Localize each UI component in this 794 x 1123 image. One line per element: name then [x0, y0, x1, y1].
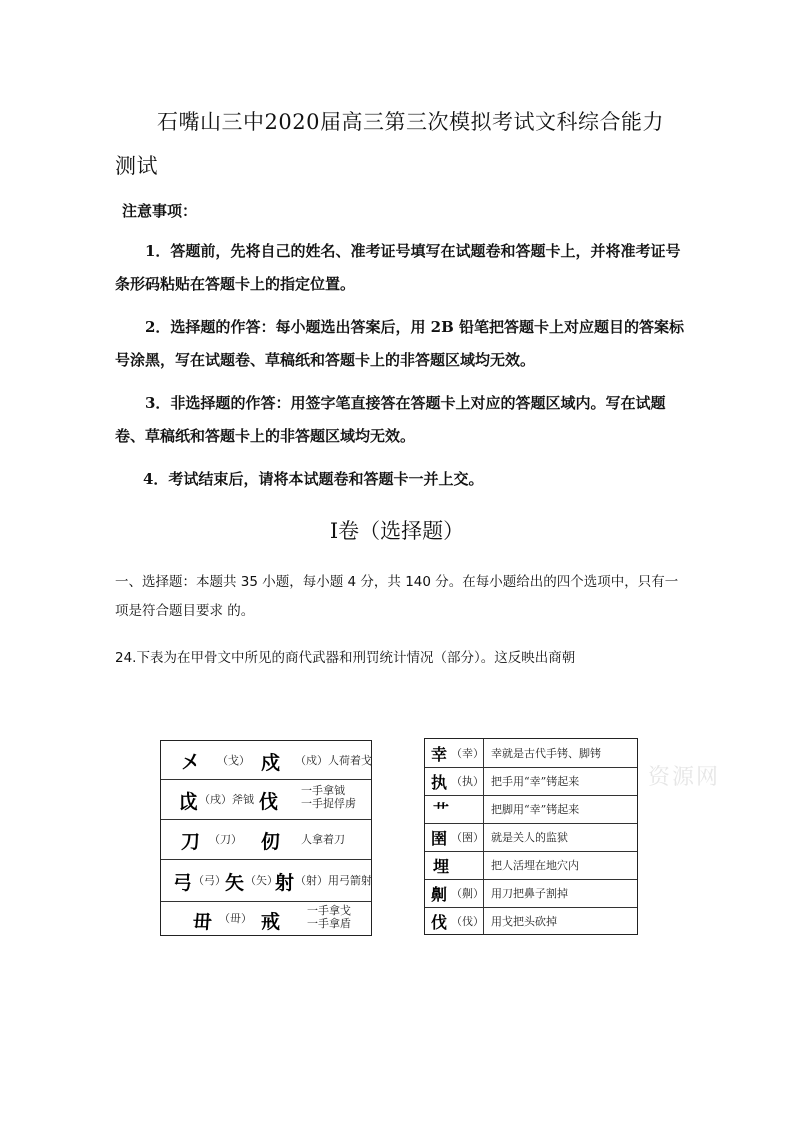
weapons-note: 一手拿戈	[307, 904, 351, 917]
oracle-glyph: 圉	[431, 829, 448, 848]
weapons-row	[161, 819, 371, 860]
weapons-label: 人拿着刀	[301, 833, 345, 846]
page-title: 石嘴山三中2020届高三第三次模拟考试文科综合能力测试	[115, 110, 664, 178]
punishment-desc: 就是关人的监狱	[491, 831, 568, 844]
weapons-label: （戌）斧钺	[199, 793, 254, 806]
punishment-row	[425, 879, 637, 908]
punishment-desc: 用戈把头砍掉	[491, 915, 557, 928]
punishment-table	[424, 738, 638, 935]
weapons-row	[161, 779, 371, 820]
weapons-label: （射）用弓箭射	[295, 874, 372, 887]
notice-item-1: 1．答题前，先将自己的姓名、准考证号填写在试题卷和答题卡上，并将准考证号条形码粘贴在答题卡上的指定位置。	[115, 242, 681, 293]
punishment-name: （圉）	[451, 831, 484, 844]
oracle-glyph-jie: 戒	[261, 911, 281, 933]
punishment-row	[425, 907, 637, 934]
oracle-glyph-shi: 矢	[225, 872, 245, 894]
weapons-note: 一手拿钺	[301, 784, 345, 797]
oracle-glyph: 执	[431, 773, 448, 792]
punishment-row	[425, 739, 637, 768]
punishment-row	[425, 823, 637, 852]
oracle-glyph-yue: 戉	[179, 791, 199, 813]
weapons-label: （矢）	[245, 874, 278, 887]
oracle-glyph: 埋	[433, 857, 450, 876]
weapons-label: （刀）	[209, 833, 242, 846]
oracle-glyph-dao: 刀	[181, 831, 201, 853]
weapons-note: 一手拿盾	[307, 917, 351, 930]
section-title: Ⅰ卷（选择题）	[329, 519, 465, 543]
question-24-stem: 24.下表为在甲骨文中所见的商代武器和刑罚统计情况（部分）。这反映出商朝	[115, 650, 576, 666]
watermark-text: 资源网	[648, 765, 721, 790]
oracle-glyph-she: 射	[275, 872, 295, 894]
weapons-label: （毌）	[219, 912, 252, 925]
punishment-desc: 把脚用“幸”铐起来	[491, 803, 580, 816]
punishment-name: （伐）	[451, 915, 484, 928]
notice-item-2: 2．选择题的作答：每小题选出答案后，用 2B 铅笔把答题卡上对应题目的答案标号涂黑，写在试题卷、草稿纸和答题卡上的非答题区域均无效。	[115, 318, 685, 369]
weapons-row	[161, 901, 371, 935]
weapons-label: （戍）人荷着戈	[295, 754, 372, 767]
notice-heading: 注意事项：	[122, 202, 198, 220]
oracle-glyph-fa: 伐	[259, 791, 279, 813]
punishment-desc: 把手用“幸”铐起来	[491, 775, 580, 788]
section-intro: 一、选择题：本题共 35 小题，每小题 4 分，共 140 分。在每小题给出的四个选项中，只有一项是符合题目要求 的。	[115, 574, 679, 619]
oracle-glyph-gong: 弓	[173, 872, 193, 894]
weapons-note: 一手捉俘虏	[301, 797, 356, 810]
punishment-row	[425, 767, 637, 796]
punishment-desc: 用刀把鼻子割掉	[491, 887, 568, 900]
punishment-row	[425, 851, 637, 880]
weapons-label: （弓）	[193, 874, 226, 887]
oracle-glyph: 伐	[431, 913, 448, 932]
oracle-glyph: 幸	[431, 745, 448, 764]
oracle-glyph-ren: 仞	[261, 831, 281, 853]
punishment-name: （劓）	[451, 887, 484, 900]
oracle-glyph-ge: 㐅	[181, 752, 201, 774]
punishment-desc: 把人活埋在地穴内	[491, 859, 579, 872]
weapons-label: （戈）	[217, 754, 250, 767]
oracle-glyph: 劓	[431, 885, 448, 904]
punishment-row	[425, 795, 637, 824]
punishment-desc: 幸就是古代手铐、脚铐	[491, 747, 601, 760]
weapons-table	[160, 740, 372, 936]
notice-item-4: 4．考试结束后，请将本试题卷和答题卡一并上交。	[143, 470, 484, 488]
weapons-row	[161, 741, 371, 780]
weapons-row	[161, 859, 371, 902]
punishment-name: （执）	[451, 775, 484, 788]
punishment-name: （幸）	[451, 747, 484, 760]
oracle-glyph: ⺾	[433, 801, 450, 820]
notice-item-3: 3．非选择题的作答：用签字笔直接答在答题卡上对应的答题区域内。写在试题卷、草稿纸和答题卡上的非答题区域均无效。	[115, 394, 666, 445]
oracle-glyph-shu: 戍	[261, 752, 281, 774]
oracle-glyph-guan: 毌	[193, 911, 213, 933]
